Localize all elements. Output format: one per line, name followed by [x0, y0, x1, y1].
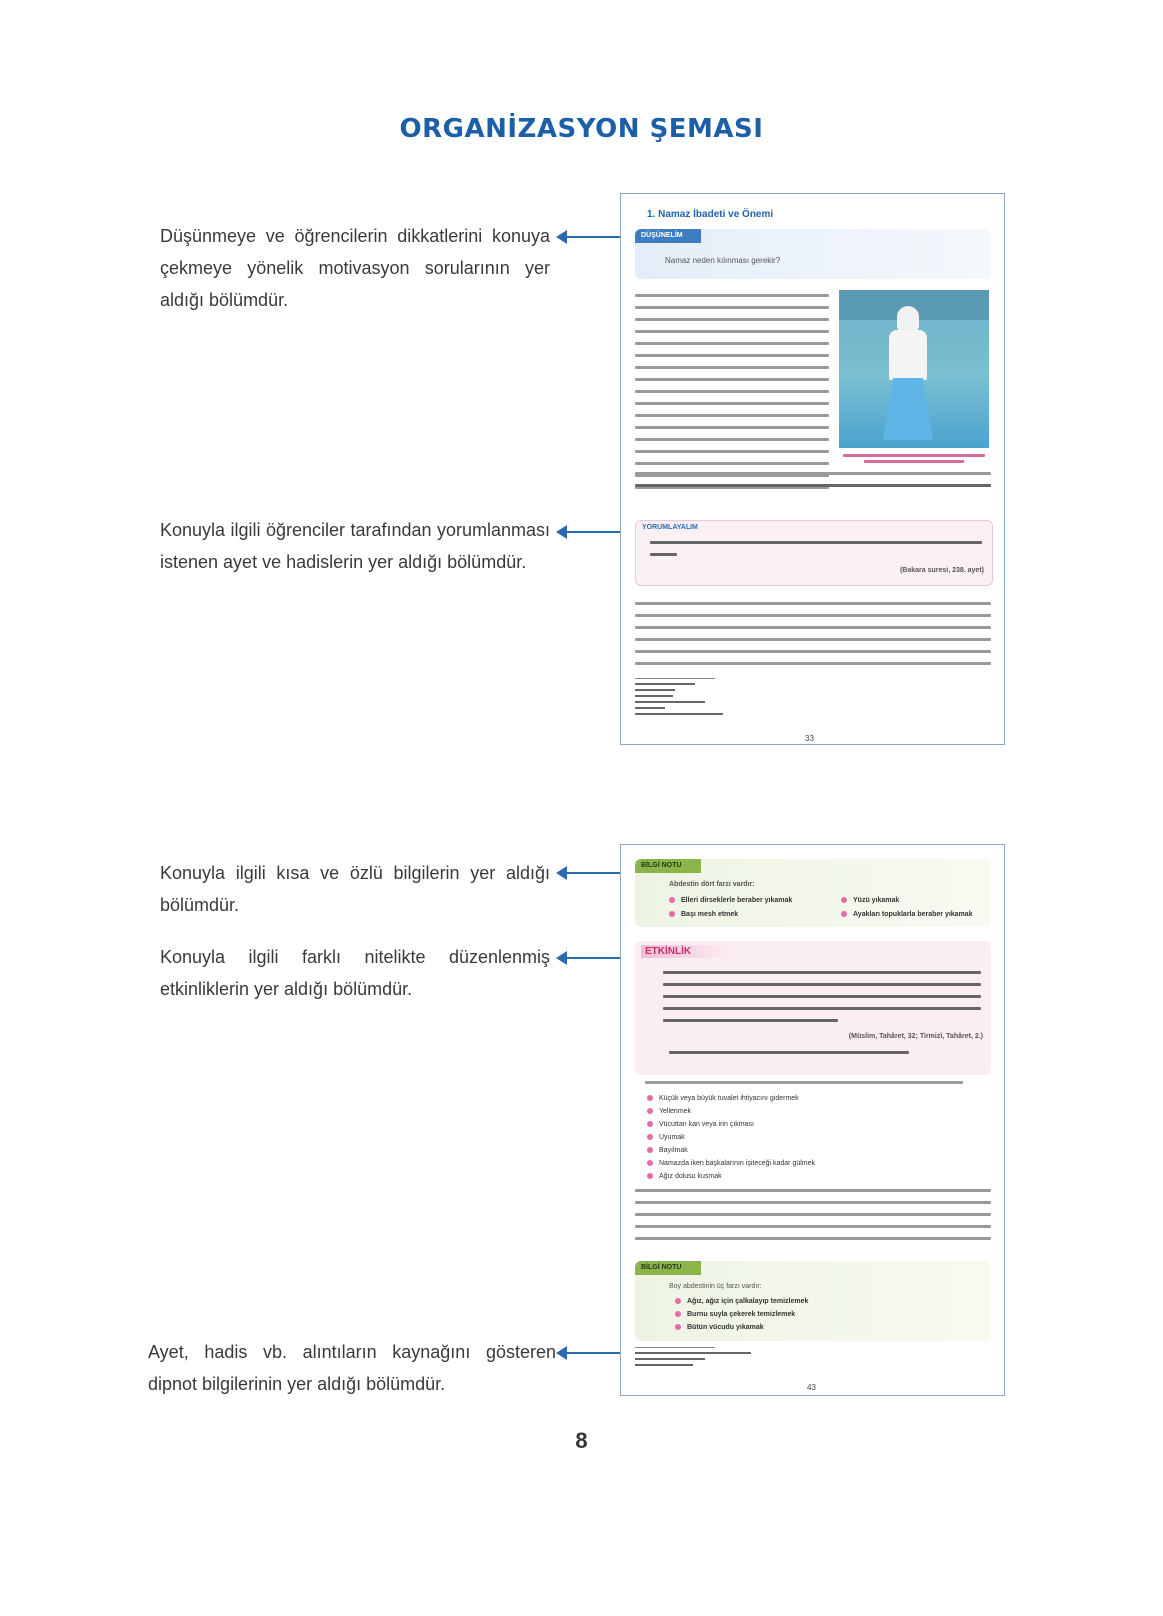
book-page-33 [620, 193, 1005, 745]
yorumlayalim-box [635, 520, 993, 586]
bilgi-notu2-label: BİLGİ NOTU [635, 1261, 701, 1275]
list-item: Uyumak [647, 1132, 685, 1141]
dusunelim-question: Namaz neden kılınması gerekir? [665, 256, 781, 265]
bilgi-notu-label: BİLGİ NOTU [635, 859, 701, 873]
description-etkinlik: Konuyla ilgili farklı nitelikte düzenlenmiş etkinliklerin yer aldığı bölümdür. [160, 947, 550, 999]
yorumlayalim-label: YORUMLAYALIM [642, 524, 698, 531]
bilgi-notu2-box [635, 1261, 991, 1341]
yorumlayalim-verse [650, 541, 982, 565]
dusunelim-box [635, 229, 991, 279]
list-item: Bayılmak [647, 1145, 688, 1154]
body-text-full [635, 472, 991, 496]
etkinlik-label: ETKİNLİK [641, 945, 731, 958]
bilgi-notu2-item: Ağız, ağız için çalkalayıp temizlemek [675, 1296, 808, 1305]
list-item: Vücuttan kan veya irin çıkması [647, 1119, 754, 1128]
description-dipnot: Ayet, hadis vb. alıntıların kaynağını gösteren dipnot bilgilerinin yer aldığı bölümdür. [148, 1342, 556, 1394]
book-page-number: 43 [807, 1383, 816, 1392]
etkinlik-source: (Müslim, Tahâret, 32; Tirmizî, Tahâret, 2.) [848, 1033, 983, 1040]
footnotes [635, 678, 755, 715]
bilgi-notu2-item: Bütün vücudu yıkamak [675, 1322, 764, 1331]
image-caption [843, 454, 985, 472]
list-item: Küçük veya büyük tuvalet ihtiyacını gidermek [647, 1093, 799, 1102]
praying-woman-image [839, 290, 989, 448]
dusunelim-label: DÜŞÜNELİM [635, 229, 701, 243]
description-yorumlayalim: Konuyla ilgili öğrenciler tarafından yorumlanması istenen ayet ve hadislerin yer aldığı bölümdür. [160, 520, 550, 572]
bilgi-notu-box [635, 859, 991, 927]
body-text-left [635, 294, 829, 498]
etkinlik-question [669, 1051, 909, 1063]
list-item: Ağız dolusu kusmak [647, 1171, 722, 1180]
book-page-number: 33 [805, 734, 814, 743]
bilgi-notu2-item: Burnu suyla çekerek temizlemek [675, 1309, 795, 1318]
body-text [635, 1189, 991, 1249]
footnotes [635, 1347, 765, 1366]
bilgi-notu-intro: Abdestin dört farzı vardır: [669, 881, 755, 888]
list-item: Yellenmek [647, 1106, 691, 1115]
bilgi-notu-item: Elleri dirseklerle beraber yıkamak [669, 895, 792, 904]
description-bilgi-notu: Konuyla ilgili kısa ve özlü bilgilerin yer aldığı bölümdür. [160, 863, 550, 915]
section-heading: 1. Namaz İbadeti ve Önemi [647, 209, 774, 220]
page-title: ORGANİZASYON ŞEMASI [399, 114, 764, 144]
list-intro [645, 1081, 963, 1093]
body-text-bottom [635, 602, 991, 674]
bilgi-notu-item: Ayakları topuklarla beraber yıkamak [841, 909, 973, 918]
page-number: 8 [575, 1428, 588, 1453]
bilgi-notu-item: Yüzü yıkamak [841, 895, 899, 904]
description-dusunelim: Düşünmeye ve öğrencilerin dikkatlerini konuya çekmeye yönelik motivasyon sorularının yer aldığı bölümdür. [160, 226, 550, 310]
bilgi-notu2-intro: Boy abdestinin üç farzı vardır: [669, 1283, 762, 1290]
etkinlik-hadith [663, 971, 981, 1031]
etkinlik-box [635, 941, 991, 1075]
bilgi-notu-item: Başı mesh etmek [669, 909, 738, 918]
list-item: Namazda iken başkalarının işiteceği kadar gülmek [647, 1158, 815, 1167]
book-page-43 [620, 844, 1005, 1396]
yorumlayalim-source: (Bakara suresi, 238. ayet) [899, 567, 984, 574]
